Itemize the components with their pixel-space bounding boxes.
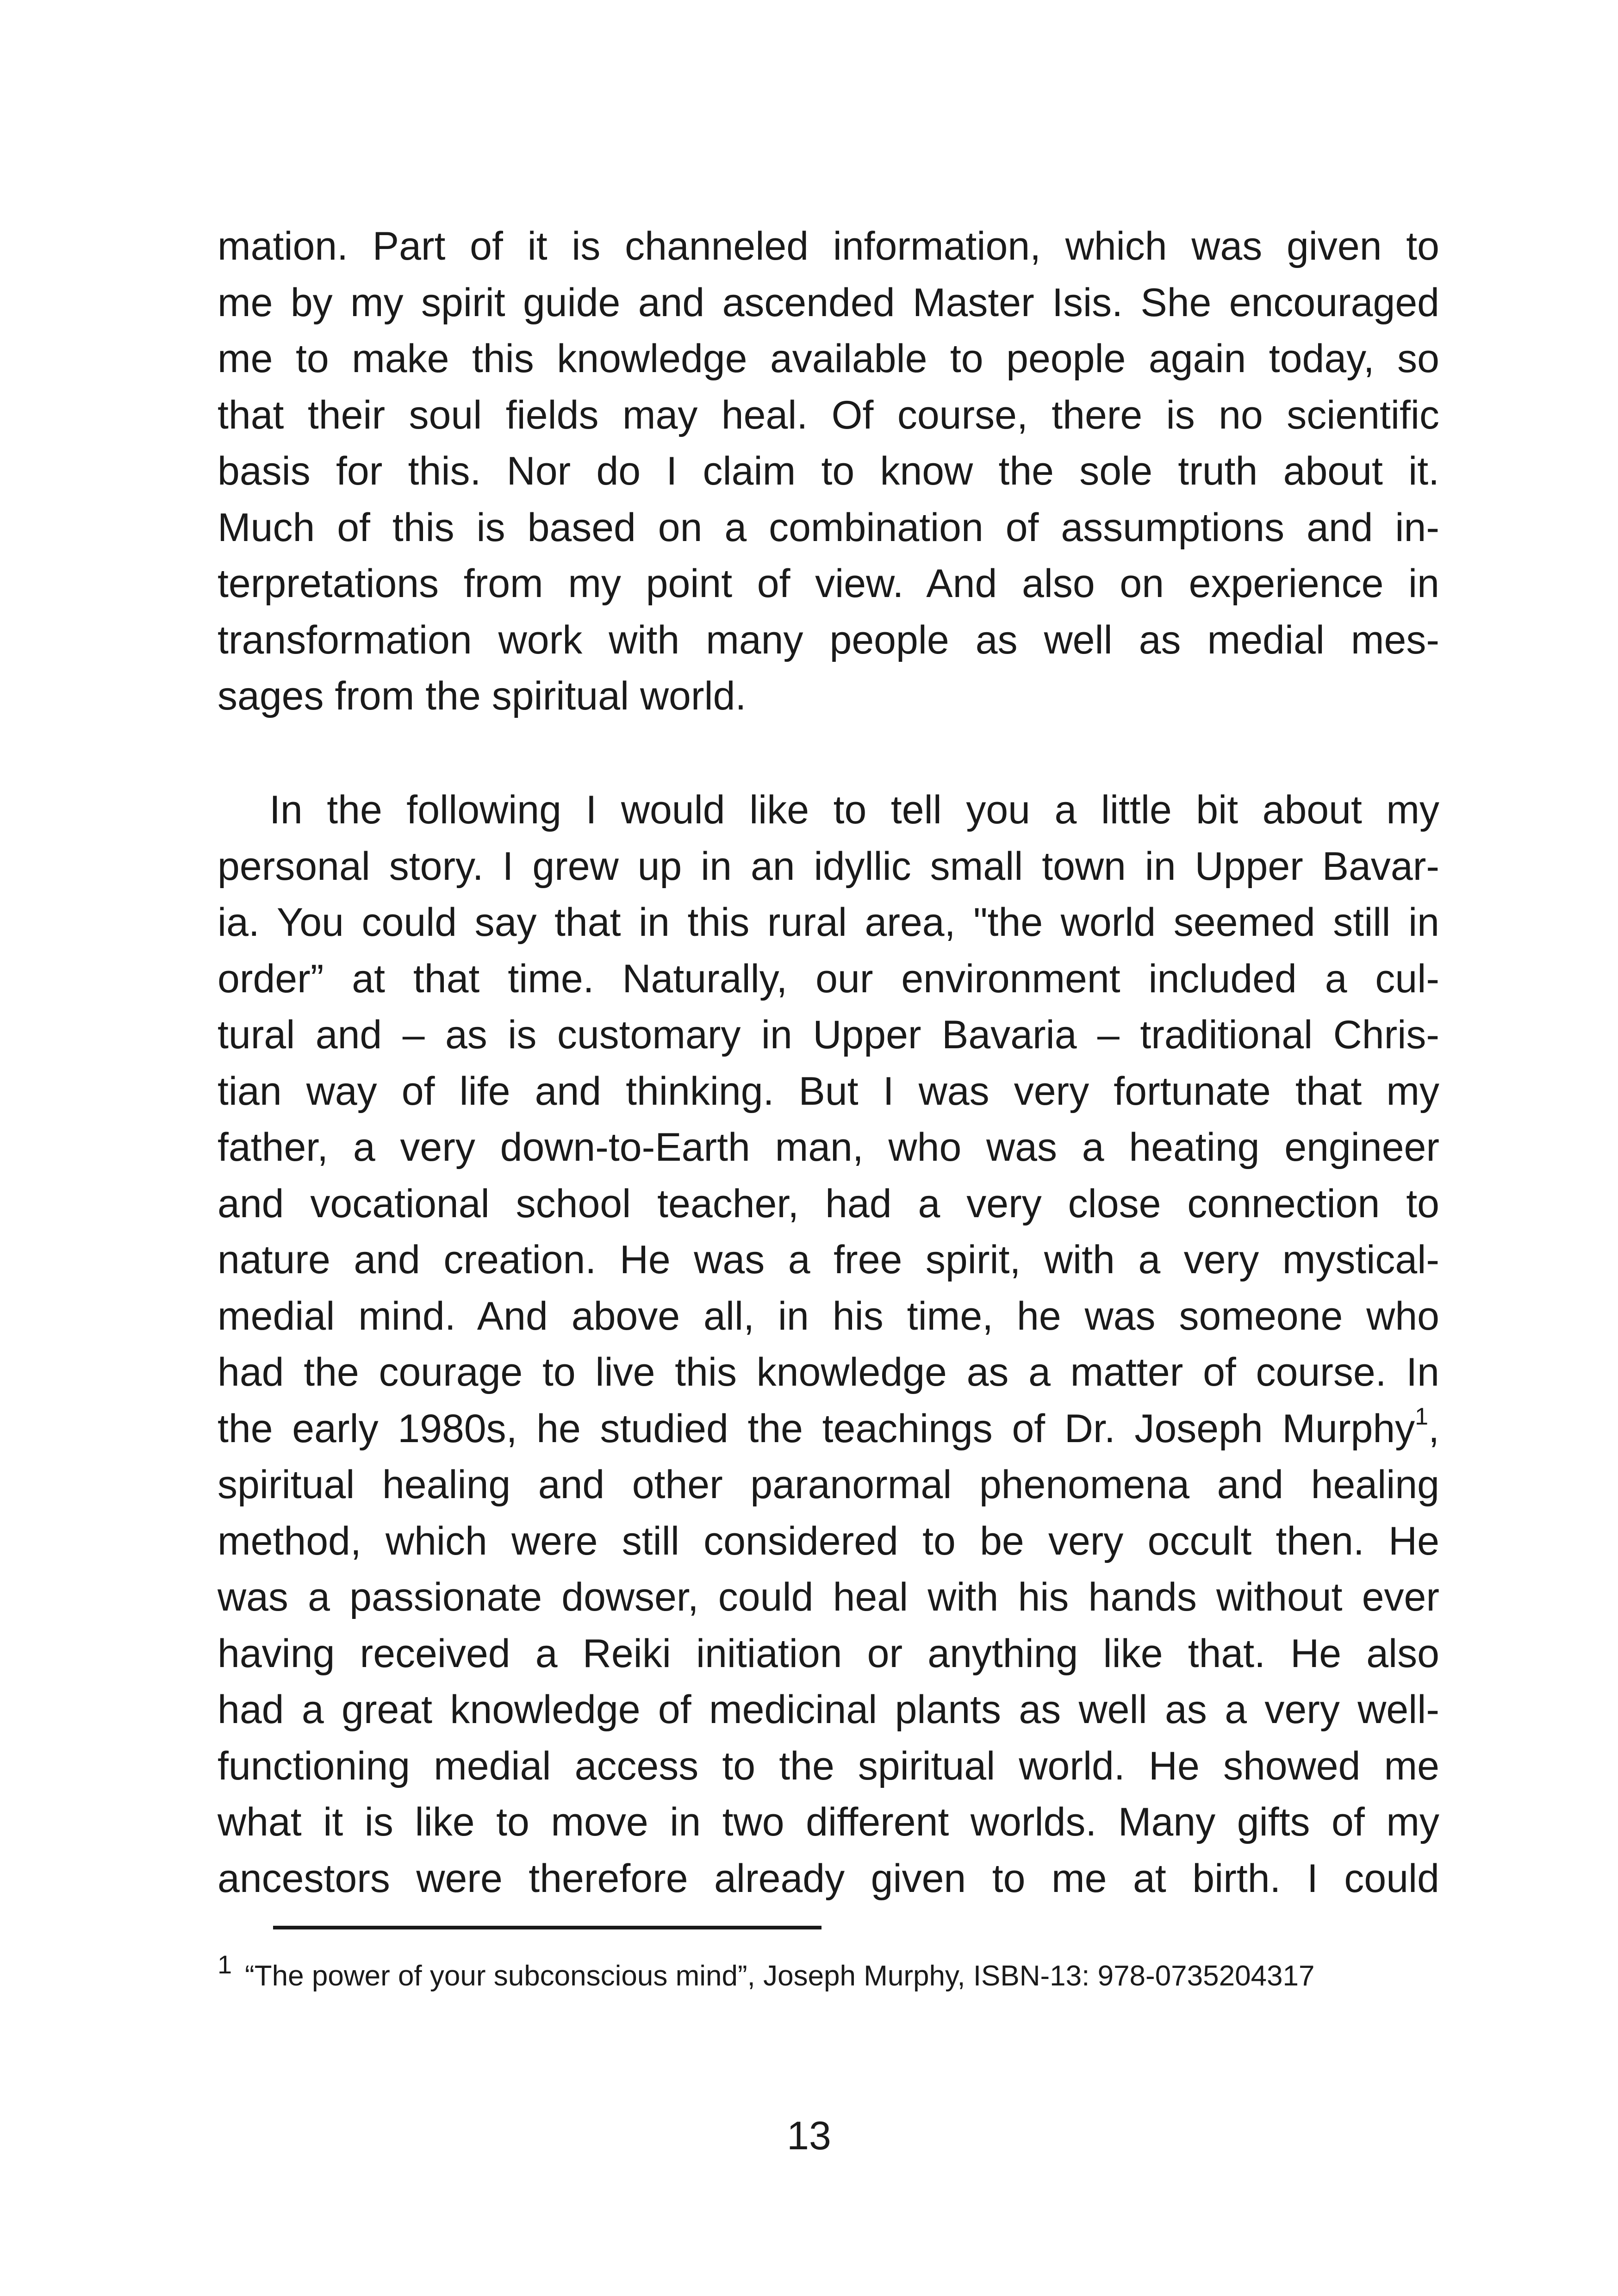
text-line: terpretations from my point of view. And also on experience in — [218, 561, 1439, 606]
text-line: and vocational school teacher, had a very close connection to — [218, 1181, 1439, 1226]
paragraph-continuation — [218, 218, 1439, 725]
text-line: ia. You could say that in this rural area, "the world seemed still in — [218, 900, 1439, 945]
text-line: transformation work with many people as well as medial mes- — [218, 617, 1439, 662]
text-line: In the following I would like to tell you a little bit about my — [269, 788, 1439, 832]
text-line: was a passionate dowser, could heal with his hands without ever — [218, 1575, 1439, 1619]
text-line: order” at that time. Naturally, our environment included a cul- — [218, 956, 1439, 1001]
text-line-with-footnote — [218, 1401, 1439, 1457]
text-line: had a great knowledge of medicinal plants as well as a very well- — [218, 1687, 1439, 1732]
footnote-reference: 1 — [1415, 1403, 1429, 1430]
text-line: Much of this is based on a combination of assumptions and in- — [218, 505, 1439, 550]
footnote — [218, 1950, 1458, 1997]
text-line: that their soul fields may heal. Of course, there is no scientific — [218, 392, 1439, 437]
text-line: personal story. I grew up in an idyllic small town in Upper Bavar- — [218, 844, 1439, 889]
text-line: me to make this knowledge available to people again today, so — [218, 336, 1439, 381]
text-line: tian way of life and thinking. But I was very fortunate that my — [218, 1069, 1439, 1114]
text-line: spiritual healing and other paranormal phenomena and healing — [218, 1462, 1439, 1507]
text-line: sages from the spiritual world. — [218, 674, 747, 718]
text-line: basis for this. Nor do I claim to know the sole truth about it. — [218, 449, 1439, 493]
text-line: functioning medial access to the spiritual world. He showed me — [218, 1743, 1439, 1788]
text-line: having received a Reiki initiation or anything like that. He also — [218, 1631, 1439, 1676]
text-line: had the courage to live this knowledge as a matter of course. In — [218, 1350, 1439, 1394]
text-line: ancestors were therefore already given to me at birth. I could — [218, 1856, 1439, 1901]
page-number: 13 — [787, 2114, 831, 2158]
text-line: me by my spirit guide and ascended Master Isis. She encouraged — [218, 280, 1439, 325]
text-line: father, a very down-to-Earth man, who was a heating engineer — [218, 1125, 1439, 1170]
footnote-text: “The power of your subconscious mind”, Joseph Murphy, ISBN-13: 978-0735204317 — [245, 1960, 1315, 1992]
text-line: medial mind. And above all, in his time, he was someone who — [218, 1294, 1439, 1338]
line-text: the early 1980s, he studied the teachings of Dr. Joseph Murphy — [218, 1406, 1415, 1451]
text-line: nature and creation. He was a free spirit, with a very mystical- — [218, 1238, 1439, 1282]
footnote-divider — [273, 1926, 821, 1929]
text-line: method, which were still considered to be very occult then. He — [218, 1518, 1439, 1563]
footnote-number: 1 — [218, 1950, 232, 1979]
text-line: what it is like to move in two different worlds. Many gifts of my — [218, 1800, 1439, 1844]
paragraph-personal-story — [218, 782, 1439, 1907]
text-line: mation. Part of it is channeled information, which was given to — [218, 224, 1439, 268]
text-line: tural and – as is customary in Upper Bavaria – traditional Chris- — [218, 1013, 1439, 1057]
line-punctuation: , — [1428, 1406, 1439, 1451]
